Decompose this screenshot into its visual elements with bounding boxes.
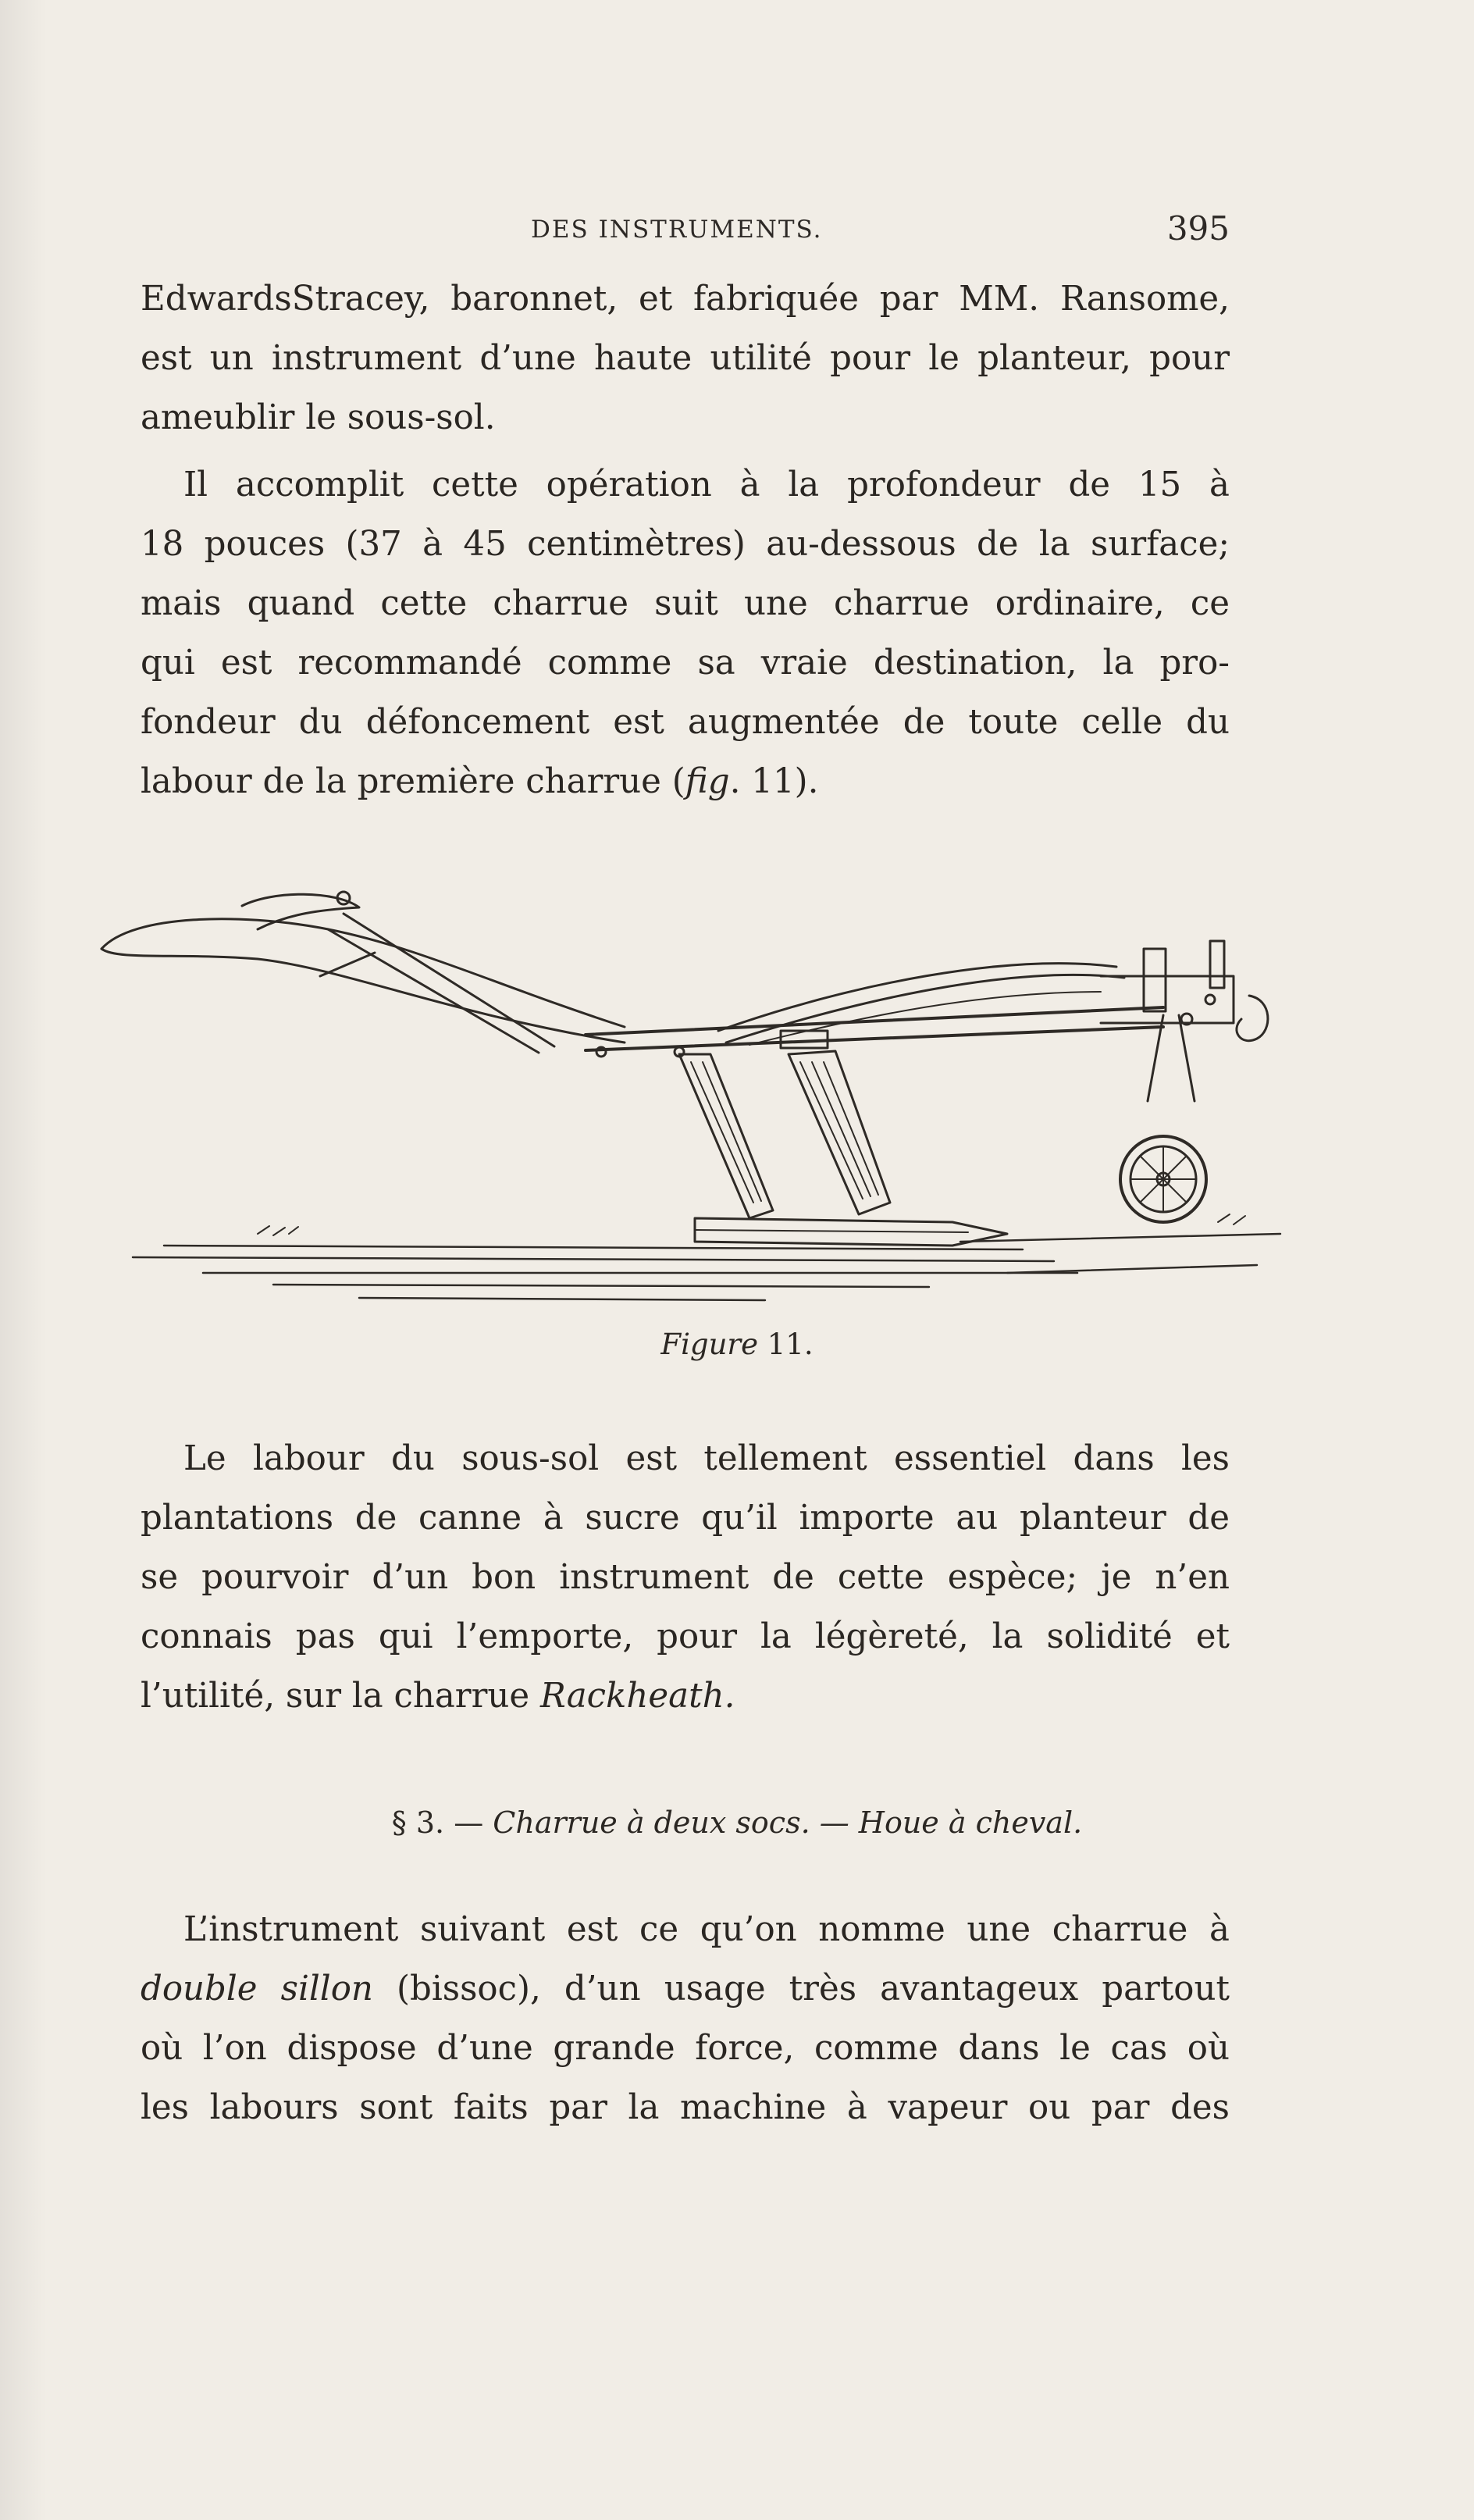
text-line: les labours sont faits par la machine à vapeur ou par des [141,2088,1230,2127]
lower-handle [101,949,625,1043]
figure-caption-label: Figure [660,1328,758,1361]
text-line: se pourvoir d’un bon instrument de cette espèce; je n’en [141,1558,1230,1597]
text-line-with-reference [141,752,1230,811]
figure-reference-abbrev: fig [685,762,730,801]
text-line: connais pas qui l’emporte, pour la légèreté, la solidité et [141,1617,1230,1656]
text-line: mais quand cette charrue suit une charrue ordinaire, ce [141,584,1230,623]
rear-standard [789,1051,890,1214]
paragraph-2 [141,455,1230,811]
paragraph-1 [141,269,1230,447]
text-fragment: (bissoc), d’un usage très avantageux partout [372,1969,1230,2009]
page-number: 395 [1166,209,1230,248]
ground-lines [133,1234,1280,1300]
figure-plough-illustration [86,867,1288,1320]
figure-caption [0,1328,1474,1361]
paragraph-4 [141,1900,1230,2137]
draft-hook [1237,996,1268,1041]
text-line: où l’on dispose d’une grande force, comme dans le cas où [141,2029,1230,2068]
figure-caption-number: 11. [767,1328,814,1361]
paragraph-3 [141,1429,1230,1726]
text-line: 18 pouces (37 à 45 centimètres) au-dessous de la surface; [141,525,1230,564]
page-header [141,209,1230,256]
text-line: qui est recommandé comme sa vraie destination, la pro- [141,643,1230,683]
plough-name: Rackheath. [539,1677,735,1716]
text-line: est un instrument d’une haute utilité pour le planteur, pour [141,339,1230,378]
text-line: EdwardsStracey, baronnet, et fabriquée par MM. Ransome, [141,280,1230,319]
term-double-sillon: double sillon [141,1969,373,2009]
section-title: Charrue à deux socs. — Houe à cheval. [493,1805,1083,1840]
text-fragment: l’utilité, sur la charrue [141,1677,540,1716]
text-fragment: . 11). [729,762,819,801]
text-line-with-term [141,1959,1230,2019]
section-heading [0,1805,1474,1840]
clevis-post [1144,949,1166,1011]
text-line: fondeur du défoncement est augmentée de toute celle du [141,703,1230,742]
text-line: Il accomplit cette opération à la profondeur de 15 à [183,465,1230,504]
text-line-with-name [141,1666,1230,1726]
upper-handle [101,919,625,1027]
subsoil-plough-drawing [86,867,1288,1320]
text-line: L’instrument suivant est ce qu’on nomme une charrue à [183,1910,1230,1949]
text-line: ameublir le sous-sol. [141,398,496,437]
text-line: Le labour du sous-sol est tellement essentiel dans les [183,1439,1230,1478]
running-head: DES INSTRUMENTS. [531,216,823,244]
text-fragment: labour de la première charrue ( [141,762,685,801]
text-line: plantations de canne à sucre qu’il importe au planteur de [141,1499,1230,1538]
section-prefix: § 3. — [391,1805,493,1840]
